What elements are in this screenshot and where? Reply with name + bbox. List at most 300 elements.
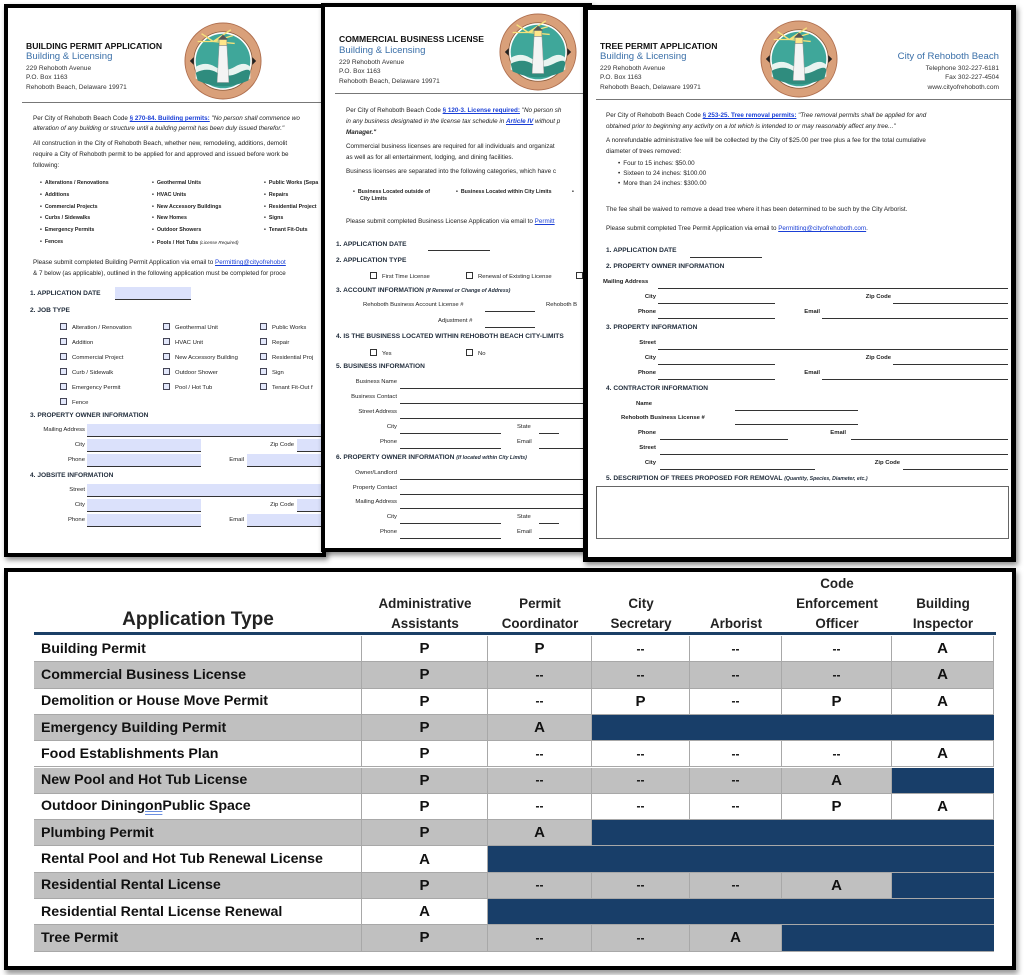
code-citation: [346, 105, 561, 116]
section-title: 5. DESCRIPTION OF TREES PROPOSED FOR REMOVAL: [606, 475, 783, 482]
not-applicable-block: [488, 846, 994, 871]
permit-coordinator-cell: --: [488, 794, 592, 819]
owner-mailing-address-field[interactable]: [87, 424, 326, 437]
owner-phone-field[interactable]: [87, 454, 201, 467]
not-applicable-block: [782, 925, 994, 950]
checkbox-icon[interactable]: [60, 323, 67, 330]
section-application-date: 1. APPLICATION DATE: [606, 247, 677, 254]
business-state-field[interactable]: [539, 433, 559, 434]
list-item: • Tenant Fit-Outs: [264, 225, 318, 237]
header-code-enforcement-officer: [782, 574, 892, 634]
website-link[interactable]: www.cityofrehoboth.com: [927, 83, 999, 91]
building-inspector-cell: A: [892, 636, 994, 661]
owner-phone-field[interactable]: [658, 318, 775, 319]
checkbox-icon[interactable]: [163, 338, 170, 345]
street-label: Street: [639, 340, 656, 346]
jobsite-city-field[interactable]: [87, 499, 201, 512]
checkbox-label: Repair: [272, 340, 290, 347]
application-type-cell: Residential Rental License: [34, 873, 362, 898]
application-type-cell: Plumbing Permit: [34, 820, 362, 845]
tree-description-textarea[interactable]: [596, 486, 1009, 539]
not-applicable-block: [592, 820, 994, 845]
zip-label: Zip Code: [865, 294, 891, 300]
header-divider: [34, 632, 996, 635]
checkbox-residential[interactable]: [260, 351, 313, 366]
not-applicable-block: [592, 715, 994, 740]
application-type-text: Public Space: [162, 798, 251, 815]
checkbox-emergency[interactable]: [60, 381, 132, 396]
checkbox-icon[interactable]: [163, 323, 170, 330]
arborist-cell: --: [690, 636, 782, 661]
checkbox-icon[interactable]: [260, 338, 267, 345]
permit-coordinator-cell: --: [488, 741, 592, 766]
checkbox-label: Yes: [382, 351, 392, 357]
administrative-assistants-cell: P: [362, 873, 488, 898]
phone-label: Phone: [638, 370, 656, 376]
section-business-info: 5. BUSINESS INFORMATION: [336, 363, 425, 370]
city-label: City: [74, 502, 85, 508]
header-line: Permit: [519, 596, 561, 611]
checkbox-label: New Accessory Building: [175, 355, 238, 362]
list-item-note: (License Required): [199, 239, 239, 245]
building-permit-application-page: [4, 4, 326, 557]
checkbox-accessory[interactable]: [163, 351, 238, 366]
category-text: City Limits: [360, 196, 388, 202]
submit-instructions: [606, 223, 868, 234]
email-link[interactable]: Permitting@cityofrehoboth.com: [778, 225, 867, 232]
application-type-cell: [34, 794, 362, 819]
fee-list: [618, 159, 707, 189]
phone-label: Phone: [67, 517, 85, 523]
code-prefix: Per City of Rehoboth Beach Code: [346, 107, 443, 114]
table-row: [34, 636, 994, 662]
checkbox-tenant[interactable]: [260, 381, 313, 396]
building-inspector-cell: A: [892, 689, 994, 714]
table-row: [34, 899, 994, 925]
email-label: Email: [804, 309, 820, 315]
table-row: [34, 768, 994, 794]
checkbox-icon[interactable]: [370, 272, 377, 279]
address-line: Rehoboth Beach, Delaware 19971: [339, 77, 440, 85]
code-enforcement-officer-cell: A: [782, 768, 892, 793]
intro-paragraph: require a City of Rehoboth permit to be applied for and approved and issued before work be: [33, 151, 289, 158]
section-application-type: 2. APPLICATION TYPE: [336, 257, 407, 264]
section-property-owner: 3. PROPERTY OWNER INFORMATION: [30, 412, 149, 419]
owner-mailing-field[interactable]: [400, 508, 592, 509]
doc-address: [339, 58, 440, 86]
owner-email-field[interactable]: [247, 454, 326, 467]
email-label: Email: [229, 517, 244, 523]
checkbox-icon[interactable]: [60, 338, 67, 345]
job-type-col2: [163, 321, 238, 396]
owner-phone-field[interactable]: [400, 538, 501, 539]
checkbox-sign[interactable]: [260, 366, 313, 381]
doc-address: [600, 64, 701, 92]
property-city-field[interactable]: [658, 364, 775, 365]
zip-label: Zip Code: [874, 460, 900, 466]
submit-text: .: [866, 225, 868, 232]
street-label: Street: [639, 445, 656, 451]
bullet-list-col1: [40, 178, 109, 249]
code-prefix: Per City of Rehoboth Beach Code: [33, 115, 130, 122]
article-link[interactable]: Article IV: [505, 118, 534, 125]
state-label: State: [517, 424, 531, 430]
table-row: [34, 846, 994, 872]
building-inspector-cell: A: [892, 741, 994, 766]
application-type-text: on: [145, 798, 163, 815]
code-enforcement-officer-cell: P: [782, 794, 892, 819]
address-line: 229 Rehoboth Avenue: [600, 65, 666, 72]
arborist-cell: --: [690, 689, 782, 714]
property-zip-field[interactable]: [893, 364, 1008, 365]
section-property-owner: [336, 454, 527, 461]
header-line: Arborist: [709, 616, 763, 631]
owner-city-field[interactable]: [87, 439, 201, 452]
email-label: Email: [830, 430, 846, 436]
header-line: Building: [916, 596, 970, 611]
checkbox-icon[interactable]: [163, 368, 170, 375]
checkbox-geothermal[interactable]: [163, 321, 238, 336]
city-label: City: [644, 294, 656, 300]
owner-city-field[interactable]: [658, 303, 775, 304]
jobsite-email-field[interactable]: [247, 514, 326, 527]
address-line: Rehoboth Beach, Delaware 19971: [600, 83, 701, 91]
checkbox-shower[interactable]: [163, 366, 238, 381]
jobsite-phone-field[interactable]: [87, 514, 201, 527]
header-divider: [596, 99, 1016, 100]
code-prefix: Per City of Rehoboth Beach Code: [606, 112, 703, 119]
checkbox-yes[interactable]: [370, 349, 392, 357]
section-title: 3. ACCOUNT INFORMATION: [336, 287, 424, 294]
business-contact-label: Business Contact: [351, 394, 397, 400]
table-row: [34, 715, 994, 741]
list-item: • New Accessory Buildings: [152, 202, 239, 214]
checkbox-icon[interactable]: [370, 349, 377, 356]
mailing-address-label: Mailing Address: [355, 499, 397, 505]
fax: Fax 302-227-4504: [945, 74, 999, 82]
account-license-label: Rehoboth Business Account License #: [363, 302, 464, 308]
header-divider: [22, 102, 326, 103]
checkbox-icon[interactable]: [260, 383, 267, 390]
code-quote-text: without p: [533, 118, 561, 125]
checkbox-label: Outdoor Shower: [175, 370, 218, 377]
business-name-field[interactable]: [400, 388, 592, 389]
code-citation: [606, 110, 926, 121]
city-secretary-cell: --: [592, 925, 690, 950]
owner-landlord-field[interactable]: [400, 479, 592, 480]
contractor-city-field[interactable]: [660, 469, 815, 470]
not-applicable-block: [892, 873, 994, 898]
adjustment-field[interactable]: [485, 327, 535, 328]
contractor-zip-field[interactable]: [903, 469, 1008, 470]
mailing-address-label: Mailing Address: [43, 427, 85, 433]
permit-coordinator-cell: P: [488, 636, 592, 661]
header-line: Code: [820, 576, 854, 591]
section-contractor-info: 4. CONTRACTOR INFORMATION: [606, 385, 708, 392]
administrative-assistants-cell: P: [362, 820, 488, 845]
checkbox-addition[interactable]: [60, 336, 132, 351]
code-quote-text: in any business designated in the license tax schedule in: [346, 118, 506, 125]
section-note: (If Renewal or Change of Address): [425, 288, 511, 294]
city-secretary-cell: P: [592, 689, 690, 714]
account-license-label-2: Rehoboth B: [546, 302, 578, 308]
fee-paragraph: diameter of trees removed:: [606, 148, 682, 155]
doc-title: TREE PERMIT APPLICATION: [600, 41, 718, 51]
email-label: Email: [517, 439, 532, 445]
submit-instructions: [346, 216, 555, 227]
bullet-list-col3: [264, 178, 318, 237]
checkbox-label: Renewal of Existing License: [478, 274, 552, 280]
property-phone-field[interactable]: [658, 379, 775, 380]
checkbox-icon[interactable]: [163, 353, 170, 360]
header-city-secretary: [592, 594, 690, 634]
city-seal-icon: [499, 13, 577, 91]
phone-label: Phone: [638, 309, 656, 315]
application-type-cell: Food Establishments Plan: [34, 741, 362, 766]
owner-landlord-label: Owner/Landlord: [355, 470, 397, 476]
checkbox-label: Sign: [272, 370, 284, 377]
code-link[interactable]: § 270-84. Building permits:: [129, 115, 210, 122]
section-jobsite: 4. JOBSITE INFORMATION: [30, 472, 114, 479]
code-quote: Manager.": [346, 129, 377, 136]
permit-coordinator-cell: --: [488, 662, 592, 687]
city-secretary-cell: --: [592, 794, 690, 819]
intro-paragraph: following:: [33, 162, 60, 169]
checkbox-fence[interactable]: [60, 396, 132, 411]
property-street-field[interactable]: [658, 349, 1008, 350]
table-row: [34, 925, 994, 951]
list-item: • Public Works (Sepa: [264, 178, 318, 190]
address-line: P.O. Box 1163: [26, 74, 68, 82]
bullet-list-col2: [152, 178, 239, 250]
checkbox-icon[interactable]: [260, 353, 267, 360]
code-link[interactable]: § 120-3. License required:: [442, 107, 520, 114]
checkbox-label: First Time License: [382, 274, 430, 280]
administrative-assistants-cell: P: [362, 715, 488, 740]
list-item: • Additions: [40, 190, 109, 202]
table-row: [34, 873, 994, 899]
code-enforcement-officer-cell: --: [782, 741, 892, 766]
checkbox-label: No: [478, 351, 486, 357]
email-link[interactable]: Permitting@cityofrehobot: [215, 259, 286, 266]
list-item: • Curbs / Sidewalks: [40, 213, 109, 225]
table-row: [34, 820, 994, 846]
list-item: • Outdoor Showers: [152, 225, 239, 237]
code-quote: "No person sh: [519, 107, 562, 114]
section-application-date: 1. APPLICATION DATE: [30, 290, 101, 297]
commercial-business-license-page: [321, 3, 592, 552]
application-type-text: Outdoor Dining: [41, 798, 146, 815]
review-responsibility-table-panel: [4, 568, 1016, 970]
checkbox-pool[interactable]: [163, 381, 238, 396]
state-label: State: [517, 514, 531, 520]
administrative-assistants-cell: P: [362, 794, 488, 819]
building-inspector-cell: A: [892, 794, 994, 819]
property-email-field[interactable]: [822, 379, 1008, 380]
owner-email-field[interactable]: [822, 318, 1008, 319]
checkbox-icon[interactable]: [163, 383, 170, 390]
list-item: • Alterations / Renovations: [40, 178, 109, 190]
header-line: City: [628, 596, 654, 611]
contractor-phone-field[interactable]: [660, 439, 788, 440]
table-row: [34, 794, 994, 820]
code-quote: obtained prior to beginning any activity on a lot which is intended to or may reasonably affect any tree...": [606, 123, 896, 130]
header-permit-coordinator: [488, 594, 592, 634]
code-enforcement-officer-cell: --: [782, 662, 892, 687]
city-label: City: [386, 514, 397, 520]
section-application-date: 1. APPLICATION DATE: [336, 241, 407, 248]
header-line: Assistants: [391, 616, 459, 631]
doc-department: Building & Licensing: [26, 51, 113, 62]
adjustment-label: Adjustment #: [438, 318, 473, 324]
permit-coordinator-cell: --: [488, 689, 592, 714]
checkbox-label: Tenant Fit-Out f: [272, 385, 313, 392]
city-secretary-cell: --: [592, 662, 690, 687]
business-city-field[interactable]: [400, 433, 501, 434]
checkbox-label: Emergency Permit: [72, 385, 121, 392]
checkbox-label: Pool / Hot Tub: [175, 385, 213, 392]
administrative-assistants-cell: A: [362, 899, 488, 924]
list-item: • New Homes: [152, 213, 239, 225]
city-seal-icon: [760, 20, 838, 98]
checkbox-icon[interactable]: [576, 272, 583, 279]
arborist-cell: --: [690, 741, 782, 766]
code-link[interactable]: § 253-25. Tree removal permits:: [702, 112, 797, 119]
street-label: Street: [69, 487, 85, 493]
administrative-assistants-cell: A: [362, 846, 488, 871]
checkbox-icon[interactable]: [466, 349, 473, 356]
contractor-street-field[interactable]: [660, 454, 1008, 455]
checkbox-icon[interactable]: [260, 368, 267, 375]
contractor-name-field[interactable]: [735, 410, 858, 411]
list-item: • Geothermal Units: [152, 178, 239, 190]
phone-label: Phone: [638, 430, 656, 436]
owner-zip-field[interactable]: [893, 303, 1008, 304]
business-phone-field[interactable]: [400, 448, 501, 449]
owner-state-field[interactable]: [539, 523, 559, 524]
code-quote: "No person shall commence wo: [209, 115, 300, 122]
checkbox-repair[interactable]: [260, 336, 313, 351]
category-outside: [353, 189, 430, 203]
code-enforcement-officer-cell: --: [782, 636, 892, 661]
checkbox-label: Alteration / Renovation: [72, 325, 132, 331]
not-applicable-block: [488, 899, 994, 924]
city-label: City: [644, 355, 656, 361]
address-line: Rehoboth Beach, Delaware 19971: [26, 83, 127, 91]
checkbox-public-works[interactable]: [260, 321, 313, 336]
checkbox-alteration[interactable]: [60, 321, 132, 336]
checkbox-first-time[interactable]: [370, 272, 430, 280]
city-secretary-cell: --: [592, 741, 690, 766]
header-arborist: [690, 614, 782, 634]
section-property-owner: 2. PROPERTY OWNER INFORMATION: [606, 263, 725, 270]
address-line: 229 Rehoboth Avenue: [26, 65, 92, 72]
checkbox-label: Public Works: [272, 325, 307, 331]
intro-paragraph: as well as for all entertainment, lodging, and dining facilities.: [346, 154, 514, 161]
code-quote: [346, 116, 560, 127]
zip-label: Zip Code: [270, 502, 294, 508]
street-address-field[interactable]: [400, 418, 592, 419]
header-line: Coordinator: [501, 616, 579, 631]
address-line: P.O. Box 1163: [339, 68, 381, 76]
building-inspector-cell: A: [892, 662, 994, 687]
job-type-col3: [260, 321, 313, 396]
checkbox-icon[interactable]: [60, 383, 67, 390]
doc-address: [26, 64, 127, 92]
application-date-field[interactable]: [115, 287, 191, 300]
submit-text: Please submit completed Building Permit Application via email to: [33, 259, 216, 266]
application-type-cell: Emergency Building Permit: [34, 715, 362, 740]
street-address-label: Street Address: [358, 409, 397, 415]
mailing-address-label: Mailing Address: [603, 279, 649, 285]
waiver-paragraph: The fee shall be waived to remove a dead tree where it has been determined to be such by the City Arborist.: [606, 206, 908, 213]
email-label: Email: [804, 370, 820, 376]
city-secretary-cell: --: [592, 873, 690, 898]
account-license-field[interactable]: [485, 311, 535, 312]
checkbox-label: Residential Proj: [272, 355, 314, 362]
header-line: Administrative: [378, 596, 472, 611]
checkbox-commercial[interactable]: [60, 351, 132, 366]
checkbox-icon[interactable]: [60, 398, 67, 405]
city-secretary-cell: --: [592, 636, 690, 661]
owner-city-field[interactable]: [400, 523, 501, 524]
checkbox-icon[interactable]: [60, 368, 67, 375]
list-item: • Emergency Permits: [40, 225, 109, 237]
submit-instructions: [33, 257, 286, 268]
section-note: (Quantity, Species, Diameter, etc.): [784, 476, 868, 482]
checkbox-hvac[interactable]: [163, 336, 238, 351]
code-quote: "Tree removal permits shall be applied for and: [796, 112, 927, 119]
application-type-cell: Commercial Business License: [34, 662, 362, 687]
checkbox-no[interactable]: [466, 349, 486, 357]
header-administrative-assistants: [362, 594, 488, 634]
section-title: 6. PROPERTY OWNER INFORMATION: [336, 454, 455, 461]
checkbox-curb[interactable]: [60, 366, 132, 381]
business-contact-field[interactable]: [400, 403, 592, 404]
header-line: Enforcement: [796, 596, 878, 611]
checkbox-icon[interactable]: [60, 353, 67, 360]
administrative-assistants-cell: P: [362, 689, 488, 714]
checkbox-icon[interactable]: [466, 272, 473, 279]
application-date-field[interactable]: [690, 257, 762, 258]
contractor-email-field[interactable]: [851, 439, 1008, 440]
section-account-info: [336, 287, 510, 294]
owner-mailing-field[interactable]: [658, 288, 1008, 289]
permit-coordinator-cell: --: [488, 873, 592, 898]
list-item: • Fences: [40, 237, 109, 249]
city-label: City: [644, 460, 656, 466]
phone-label: Phone: [67, 457, 85, 463]
intro-paragraph: All construction in the City of Rehoboth Beach, whether new, remodeling, additions, demolit: [33, 140, 288, 147]
application-type-cell: Building Permit: [34, 636, 362, 661]
email-link[interactable]: Permitt: [534, 218, 555, 225]
checkbox-icon[interactable]: [260, 323, 267, 330]
contractor-license-field[interactable]: [735, 424, 858, 425]
header-divider: [335, 93, 592, 94]
checkbox-renewal[interactable]: [466, 272, 552, 280]
jobsite-street-field[interactable]: [87, 484, 326, 497]
code-enforcement-officer-cell: A: [782, 873, 892, 898]
property-contact-field[interactable]: [400, 494, 592, 495]
application-date-field[interactable]: [428, 250, 490, 251]
city-label: City: [386, 424, 397, 430]
application-type-cell: Residential Rental License Renewal: [34, 899, 362, 924]
section-tree-description: [606, 475, 868, 482]
intro-paragraph: Commercial business licenses are required for all individuals and organizat: [346, 143, 555, 150]
list-item: • Signs: [264, 213, 318, 225]
administrative-assistants-cell: P: [362, 925, 488, 950]
table-row: [34, 689, 994, 715]
